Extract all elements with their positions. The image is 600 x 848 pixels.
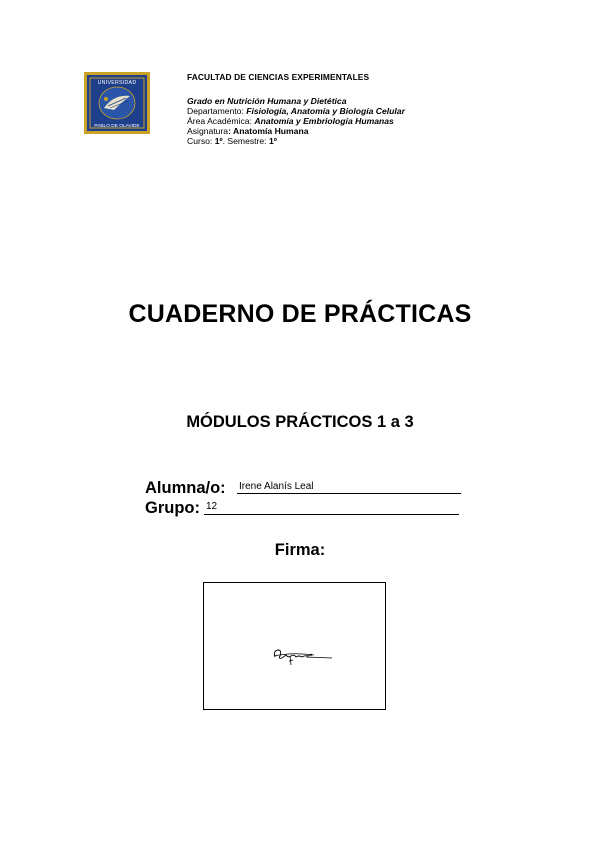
- subject-colon: :: [228, 126, 234, 136]
- handwritten-signature: [272, 645, 334, 667]
- page-subtitle: MÓDULOS PRÁCTICOS 1 a 3: [186, 413, 414, 431]
- page-title: CUADERNO DE PRÁCTICAS: [128, 300, 472, 328]
- student-value[interactable]: Irene Alanís Leal: [239, 481, 314, 492]
- course-label: Curso:: [187, 136, 215, 146]
- course-details: [187, 96, 417, 146]
- subject-label: Asignatura: [187, 126, 229, 136]
- logo-top-text: UNIVERSIDAD: [97, 80, 137, 86]
- group-value[interactable]: 12: [206, 501, 218, 512]
- faculty-name: FACULTAD DE CIENCIAS EXPERIMENTALES: [187, 72, 370, 82]
- department-label: Departamento:: [187, 106, 247, 116]
- degree-name: Grado en Nutrición Humana y Dietética: [187, 96, 347, 106]
- student-underline: [237, 493, 461, 494]
- document-header: [187, 72, 417, 146]
- semester-value: 1º: [268, 136, 277, 146]
- semester-label: . Semestre:: [222, 136, 269, 146]
- logo-bottom-text: PABLO DE OLAVIDE: [94, 124, 140, 129]
- area-name: Anatomía y Embriología Humanas: [254, 116, 394, 126]
- area-label: Área Académica:: [187, 116, 255, 126]
- university-logo: [84, 72, 150, 134]
- course-value: 1º: [214, 136, 223, 146]
- signature-label: Firma:: [274, 541, 326, 559]
- department-name: Fisiología, Anatomía y Biología Celular: [246, 106, 405, 116]
- subject-name: Anatomía Humana: [233, 126, 309, 136]
- university-seal-icon: [84, 72, 150, 134]
- group-label: Grupo:: [145, 499, 200, 517]
- student-label: Alumna/o:: [145, 479, 226, 497]
- group-underline: [204, 514, 459, 515]
- signature-box[interactable]: [203, 582, 386, 710]
